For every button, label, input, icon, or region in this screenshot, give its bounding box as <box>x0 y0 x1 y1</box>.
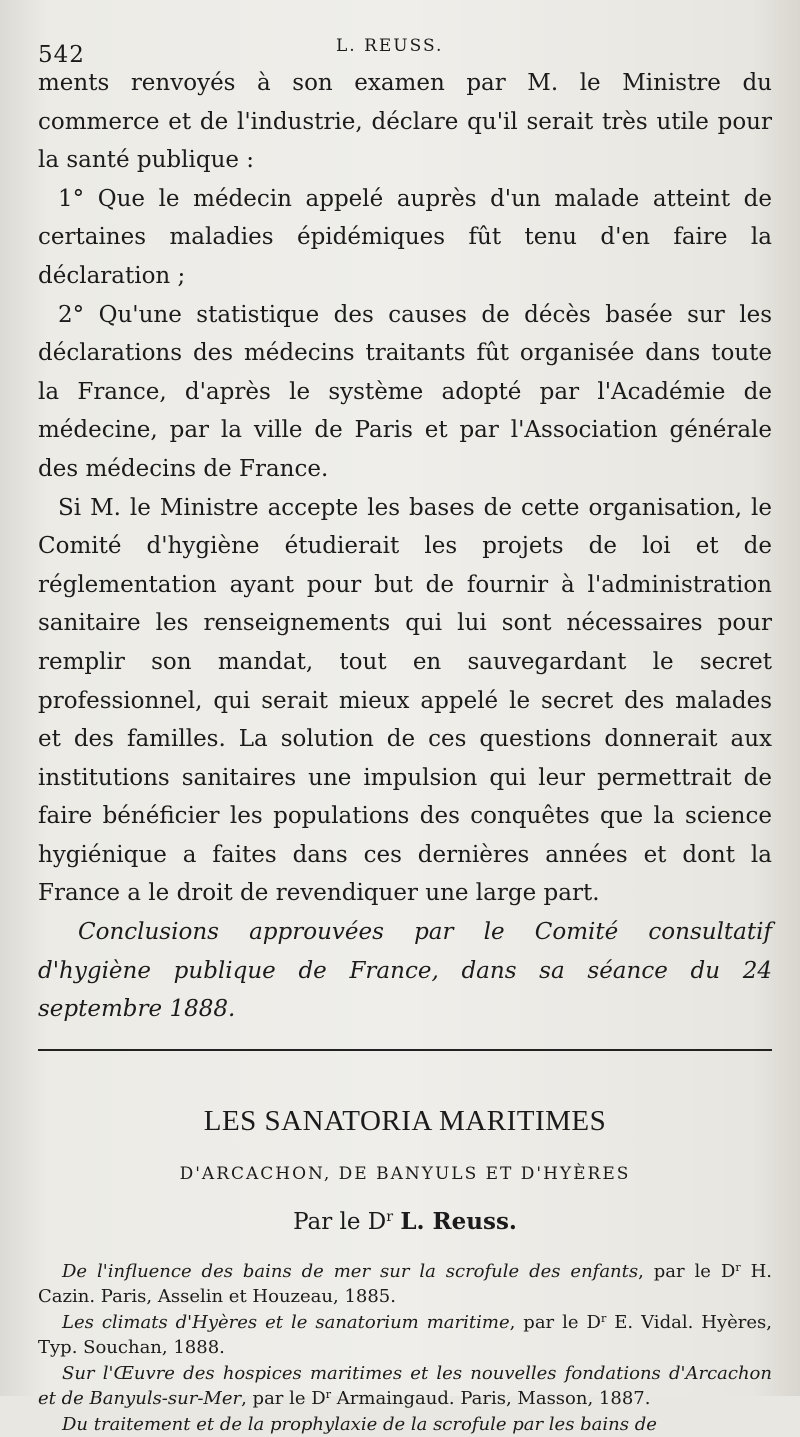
reference-details: E. Vidal. Hyères, Typ. Souchan, 1888. <box>38 1311 773 1359</box>
paragraph-item-1: 1° Que le médecin appelé auprès d'un malade atteint de certaines maladies épidémiques fût tenu d'en faire la déclaration ; <box>38 185 772 289</box>
running-head <box>38 22 772 68</box>
article-subtitle: D'ARCACHON, DE BANYULS ET D'HYÈRES <box>179 1163 631 1184</box>
reference-title: Du traitement et de la prophylaxie de la scrofule par les bains de <box>62 1413 657 1435</box>
paragraph-item-2: 2° Qu'une statistique des causes de décès basée sur les déclarations des médecins traitants fût organisée dans toute la France, d'après le système adopté par l'Académie de médecine, par la ville de Paris et par l'Association générale des médecins de France. <box>38 301 772 482</box>
reference-item <box>38 1412 772 1437</box>
reference-item <box>38 1361 772 1412</box>
reference-item <box>38 1310 772 1361</box>
paragraph-minister: Si M. le Ministre accepte les bases de cette organisation, le Comité d'hygiène étudierait les projets de loi et de réglementation ayant pour but de fournir à l'administration sanitaire les renseignements qui lui sont nécessaires pour remplir son mandat, tout en sauvegardant le secret professionnel, qui serait mieux appelé le secret des malades et des familles. La solution de ces questions donnerait aux institutions sanitaires une impulsion qui leur permettrait de faire bénéficier les populations des conquêtes que la science hygiénique a faites dans ces dernières années et dont la France a le droit de revendiquer une large part. <box>38 494 772 907</box>
paragraph-continuation: ments renvoyés à son examen par M. le Ministre du commerce et de l'industrie, déclare qu'il serait très utile pour la santé publique : <box>38 70 772 174</box>
reference-sup: r <box>600 1311 607 1325</box>
reference-details: H. Cazin. Paris, Asselin et Houzeau, 1885. <box>38 1260 772 1308</box>
body-text <box>38 64 772 1029</box>
article-title: LES SANATORIA MARITIMES <box>203 1104 607 1137</box>
reference-sup: r <box>325 1388 332 1402</box>
reference-by: , par le D <box>241 1388 326 1410</box>
reference-title: De l'influence des bains de mer sur la scrofule des enfants <box>62 1260 639 1282</box>
author-prefix-sup: r <box>386 1209 394 1226</box>
reference-title: Sur l'Œuvre des hospices maritimes et les nouvelles fondations d'Arcachon et de Banyuls-sur-Mer <box>38 1362 772 1410</box>
running-title: L. REUSS. <box>336 36 444 56</box>
section-divider <box>38 1049 772 1051</box>
reference-item <box>38 1259 772 1310</box>
reference-list <box>38 1259 772 1437</box>
reference-sup: r <box>735 1260 741 1274</box>
author-prefix: Par le D <box>293 1208 387 1235</box>
reference-title: Les climats d'Hyères et le sanatorium maritime <box>62 1311 510 1333</box>
author-name: L. Reuss. <box>400 1207 517 1235</box>
conclusion-note: Conclusions approuvées par le Comité consultatif d'hygiène publique de France, dans sa séance du 24 septembre 1888. <box>38 919 772 1023</box>
reference-by: , par le D <box>509 1311 601 1333</box>
reference-by: , par le D <box>638 1260 736 1282</box>
article-author <box>38 1205 772 1239</box>
reference-details: Armaingaud. Paris, Masson, 1887. <box>331 1388 651 1410</box>
page-number: 542 <box>38 42 85 68</box>
